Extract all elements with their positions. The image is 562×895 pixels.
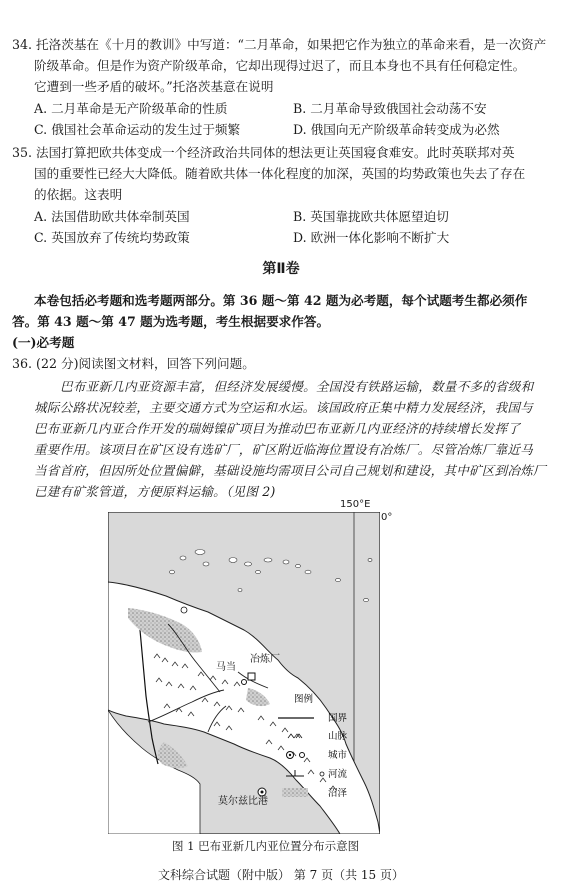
port-moresby-label: 莫尔兹比港 [218, 796, 268, 807]
q35-option-b: B. 英国靠拢欧共体愿望迫切 [293, 209, 449, 224]
q34-line-3: 它遭到一些矛盾的破坏。”托洛茨基意在说明 [34, 79, 274, 94]
q34-option-a: A. 二月革命是无产阶级革命的性质 [34, 101, 228, 116]
legend-border-text: 国界 [328, 713, 348, 724]
png-location-map [108, 512, 380, 834]
latitude-label: 0° [381, 512, 393, 523]
required-heading: (一)必考题 [12, 335, 75, 350]
q36-material-line-2: 城际公路状况较差，主要交通方式为空运和水运。该国政府正集中精力发展经济，我国与 [34, 400, 533, 415]
smelter-marker [248, 673, 255, 680]
legend-title: 图例 [294, 694, 314, 705]
q35-line-1: 35. 法国打算把欧共体变成一个经济政治共同体的想法更让英国寝食难安。此时英联邦对英 [12, 145, 515, 160]
legend-city-symbol-capital-dot [289, 754, 291, 756]
q35-option-d: D. 欧洲一体化影响不断扩大 [293, 230, 450, 245]
madang-city-marker [242, 680, 247, 685]
q34-line-1: 34. 托洛茨基在《十月的教训》中写道：“二月革命，如果把它作为独立的革命来看，是一次资产 [12, 37, 547, 52]
port-moresby-inner [261, 791, 264, 794]
smelter-label: 冶炼厂 [250, 654, 280, 665]
q34-line-2: 阶级革命。但是作为资产阶级革命，它却出现得过迟了，而且本身也不具有任何稳定性。 [34, 58, 526, 73]
city-dot [181, 607, 187, 613]
q35-option-a: A. 法国借助欧共体牵制英国 [34, 209, 190, 224]
legend-city-symbol [300, 753, 305, 758]
q36-material-line-3: 巴布亚新几内亚合作开发的瑞姆镍矿项目为推动巴布亚新几内亚经济的持续增长发挥了 [34, 421, 521, 436]
city-dot [320, 772, 324, 776]
section-title: 第Ⅱ卷 [262, 261, 300, 277]
q34-option-b: B. 二月革命导致俄国社会动荡不安 [293, 101, 487, 116]
q35-line-2: 国的重要性已经大大降低。随着欧共体一体化程度的加深，英国的均势政策也失去了存在 [34, 166, 526, 181]
q34-option-c: C. 俄国社会革命运动的发生过于频繁 [34, 122, 241, 137]
q36-material-line-6: 已建有矿浆管道，方便原料运输。（见图 2) [34, 484, 276, 499]
legend-swamp-text: 沼泽 [328, 788, 348, 799]
legend-river-text: 河流 [328, 769, 348, 780]
page-footer: 文科综合试题（附中版） 第 7 页（共 15 页） [158, 868, 404, 882]
q36-material-line-1: 巴布亚新几内亚资源丰富，但经济发展缓慢。全国没有铁路运输，数量不多的省级和 [60, 379, 534, 394]
legend-mountain-text: 山脉 [328, 731, 348, 742]
q35-option-c: C. 英国放弃了传统均势政策 [34, 230, 190, 245]
madang-label: 马当 [216, 662, 236, 673]
q35-line-3: 的依据。这表明 [34, 187, 123, 202]
q36-material-line-4: 重要作用。该项目在矿区设有选矿厂，矿区附近临海位置设有冶炼厂。尽管冶炼厂靠近马 [34, 442, 533, 457]
longitude-label: 150°E [340, 499, 371, 510]
section-intro-line-1: 本卷包括必考题和选考题两部分。第 36 题～第 42 题为必考题，每个试题考生都必须作 [34, 293, 528, 308]
q36-material-line-5: 当省首府，但因所处位置偏僻，基础设施均需项目公司自己规划和建设，其中矿区到冶炼厂 [34, 463, 546, 478]
section-intro-line-2: 答。第 43 题～第 47 题为选考题，考生根据要求作答。 [12, 314, 330, 329]
q36-stem: 36. (22 分)阅读图文材料，回答下列问题。 [12, 356, 255, 371]
legend-city-text: 城市 [328, 750, 348, 761]
q34-option-d: D. 俄国向无产阶级革命转变成为必然 [293, 122, 500, 137]
legend-swamp-symbol [282, 788, 308, 797]
figure-caption: 图 1 巴布亚新几内亚位置分布示意图 [172, 839, 360, 853]
